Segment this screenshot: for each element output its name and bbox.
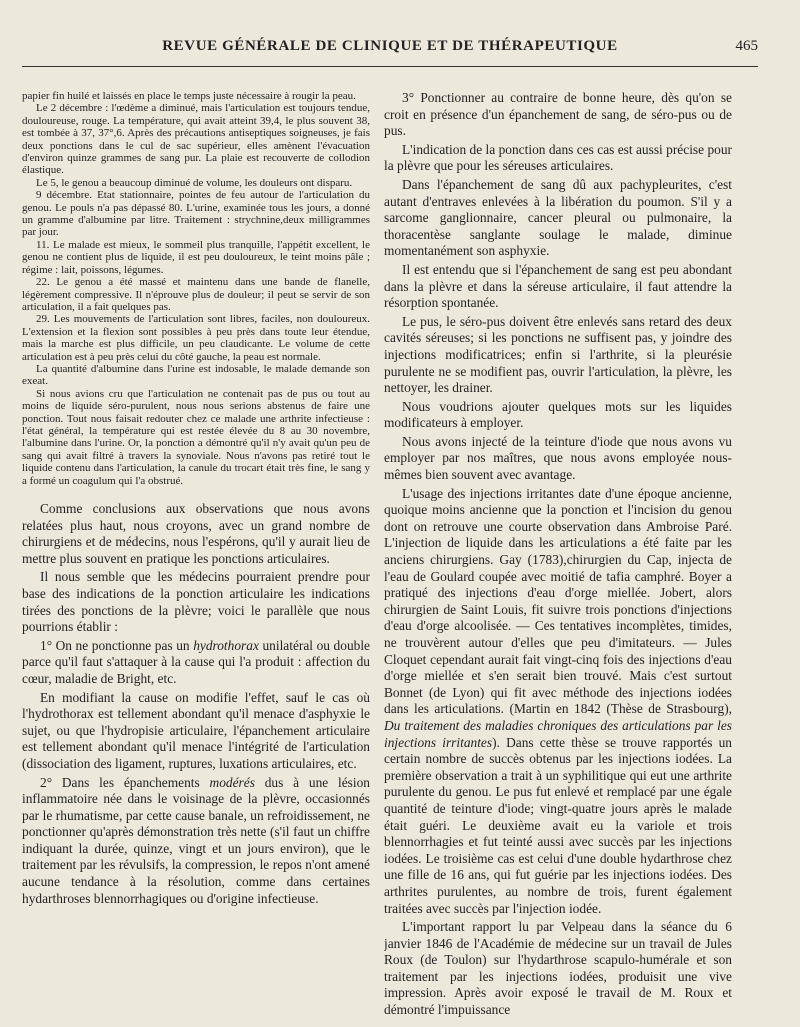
right-column [384, 90, 732, 1021]
paragraph: Nous avons injecté de la teinture d'iode que nous avons vu employer par nos maîtres, que nous avons employée nous-mêmes bien souvent avec avantage. [384, 433, 732, 483]
case-note: 11. Le malade est mieux, le sommeil plus tranquille, l'appétit excellent, le genou ne contient plus de liquide, il est peu douloureux, le teint moins pâle ; régime : lait, poissons, légumes. [22, 238, 370, 276]
case-note: La quantité d'albumine dans l'urine est indosable, le malade demande son exeat. [22, 362, 370, 388]
italic-title: Du traitement des maladies chroniques des articulations par les injections irritantes [384, 717, 732, 750]
text-run: 1° On ne ponctionne pas un [40, 637, 194, 653]
text-run: 2° Dans les épanchements [40, 774, 210, 790]
paragraph: Nous voudrions ajouter quelques mots sur les liquides modificateurs à employer. [384, 398, 732, 431]
case-note: 9 décembre. Etat stationnaire, pointes de feu autour de l'articulation du genou. Le pouls n'a pas dépassé 80. L'urine, examinée tous les jours, a donné un gramme d'albumine par litre. Traitement : strychnine,deux milligrammes par jour. [22, 189, 370, 239]
paragraph: L'indication de la ponction dans ces cas est aussi précise pour la plèvre que pour les séreuses articulaires. [384, 141, 732, 174]
page-header [22, 34, 758, 60]
paragraph [22, 638, 370, 688]
case-note: Le 2 décembre : l'œdème a diminué, mais l'articulation est toujours tendue, douloureuse, rouge. La température, qui avait atteint 39,4, le plus souvent 38, est tombée à 37, 37°,6. Après des précautions antiseptiques soigneuses, je fais deux ponctions dans le cul de sac supérieur, elles amènent l'évacuation d'environ quinze grammes de sang pur. La plaie est recouverte de collodion élastique. [22, 102, 370, 177]
text-run: ). Dans cette thèse se trouve rapportés un certain nombre de succès obtenus par les injections iodées. La première observation a trait à un syphilitique qui eut une arthrite purulente du genou. Le pus fut enlevé et remplacé par une égale quantité de teinture d'iode; vingt-quatre jours après le malade était guéri. Le deuxième avait eu la variole et trois blennorrhagies et fut teinté aussi avec succès par les injections iodées. Le troisième cas est celui d'une double hydarthrose chez une fille de 16 ans, qui fut guérie par les injections iodées. Des arthrites purulentes, au nombre de trois, furent également traitées avec succès par l'injection iodée. [384, 734, 732, 916]
text-run: unilatéral ou double parce qu'il faut s'attaquer à la cause qui l'a produit : affection du cœur, maladie de Bright, etc. [22, 637, 370, 686]
text-run: L'usage des injections irritantes date d'une époque ancienne, quoique moins ancienne que la ponction et l'incision du genou dont on retrouve une courte observation dans Ambroise Paré. L'injection de liquide dans les articulations a été faite par les anciens chirurgiens. Gay (1783),chirurgien du Cap, injecta de l'eau de Goulard coupée avec moitié de tafia camphré. Boyer a pratiqué des injections d'eau d'orge miellée. Jobert, alors chirurgien de Saint Louis, fit suivre trois ponctions d'injections d'eau d'orge alcoolisée. — Ces tentatives incomplètes, timides, ne trouvèrent autour d'elles que peu d'imitateurs. — Jules Cloquet cependant aurait fait vingt-cinq fois des injections d'eau d'orge miellée et s'en serait bien trouvé. Mais c'est surtout Bonnet (de Lyon) qui fit avec méthode des injections iodées dans les articulations. (Martin en 1842 (Thèse de Strasbourg), [384, 485, 732, 717]
paragraph: Il nous semble que les médecins pourraient prendre pour base des indications de la ponction articulaire les indications tirées des ponctions de la plèvre; voici le parallèle que nous pourrions établir : [22, 569, 370, 635]
left-column [22, 90, 370, 909]
conclusions [22, 501, 370, 907]
italic-term: modérés [209, 774, 255, 790]
italic-term: hydrothorax [193, 637, 259, 653]
case-note: 22. Le genou a été massé et maintenu dans une bande de flanelle, légèrement compressive. Il n'éprouve plus de douleur; il peut se servir de son articulation, il a fait quelques pas. [22, 276, 370, 313]
running-title: REVUE GÉNÉRALE DE CLINIQUE ET DE THÉRAPEUTIQUE [162, 38, 618, 54]
paragraph: Comme conclusions aux observations que nous avons relatées plus haut, nous croyons, avec un grand nombre de chirurgiens et de médecins, nous l'espérons, qu'il y aurait lieu de mettre plus souvent en pratique les ponctions articulaires. [22, 501, 370, 566]
paragraph [22, 775, 370, 908]
paragraph: L'important rapport lu par Velpeau dans la séance du 6 janvier 1846 de l'Académie de médecine sur un travail de Jules Roux (de Toulon) sur l'hydarthrose scapulo-humérale et son traitement par les injections iodées, produisit une vive impression. Après avoir exposé le travail de M. Roux et démontré l'impuissance [384, 919, 732, 1018]
paragraph: Il est entendu que si l'épanchement de sang est peu abondant dans la plèvre et dans la séreuse articulaire, il faut attendre la résorption spontanée. [384, 261, 732, 311]
header-rule [22, 66, 758, 67]
case-note: 29. Les mouvements de l'articulation sont libres, faciles, non douloureux. L'extension et la flexion sont possibles à peu près dans toute leur étendue, mais la marche est plus difficile, un peu claudicante. Le volume de cette articulation est à peu près celui du côté gauche, la peau est normale. [22, 313, 370, 363]
page-number: 465 [735, 38, 758, 54]
paragraph [384, 486, 732, 917]
case-note: Si nous avions cru que l'articulation ne contenait pas de pus ou tout au moins de liquide séro-purulent, nous nous serions abstenus de faire une ponction. Tout nous faisait redouter chez ce malade une arthrite infectieuse : l'état général, la température qui est restée élevée du 8 au 30 novembre, l'albumine dans l'urine. Or, la ponction a démontré qu'il n'y avait qu'un peu de sang qui avait filtré à travers la synoviale. Nous n'avons pas retiré tout le liquide contenu dans l'articulation, la canule du trocart était très fine, le sang y a formé un coagulum qui l'a obstrué. [22, 387, 370, 487]
text-run: dus à une lésion inflammatoire née dans le voisinage de la plèvre, occasionnés par le rhumatisme, par cette cause banale, un refroidissement, ne ponctionner qu'après démonstration très nette (s'il faut un chiffre indiquant la durée, quinze, vingt et un jours environ), que le traitement par les révulsifs, la compression, le repos n'ont amené aucune tendance à la résolution, comme dans certaines hydarthroses blennorrhagiques ou d'origine infectieuse. [22, 774, 370, 906]
case-note: Le 5, le genou a beaucoup diminué de volume, les douleurs ont disparu. [36, 176, 353, 189]
case-notes [22, 90, 370, 487]
paragraph: Dans l'épanchement de sang dû aux pachypleurites, c'est autant d'entraves enlevées à la libération du poumon. S'il y a sarcome ganglionnaire, cancer pleural ou pulmonaire, la thoracentèse sanglante soulage le malade, diminue momentanément son asphyxie. [384, 176, 732, 259]
paragraph: En modifiant la cause on modifie l'effet, sauf le cas où l'hydrothorax est tellement abondant qu'il menace d'asphyxie le sujet, ou que l'hydropisie articulaire, l'épanchement articulaire est tellement abondant qu'il menace l'intégrité de l'articulation (dissociation des ligament, ruptures, luxations articulaires, etc. [22, 689, 370, 771]
paragraph: Le pus, le séro-pus doivent être enlevés sans retard des deux cavités séreuses; si les ponctions ne suffisent pas, y joindre des injections modificatrices; enfin si l'arthrite, si la pleurésie purulente ne se modifient pas, ouvrir l'articulation, la plèvre, les nettoyer, les drainer. [384, 313, 732, 396]
case-note: papier fin huilé et laissés en place le temps juste nécessaire à rougir la peau. [22, 90, 356, 102]
paragraph: 3° Ponctionner au contraire de bonne heure, dès qu'on se croit en présence d'un épanchement de sang, de séro-pus ou de pus. [384, 90, 732, 139]
section-gap [22, 487, 370, 501]
